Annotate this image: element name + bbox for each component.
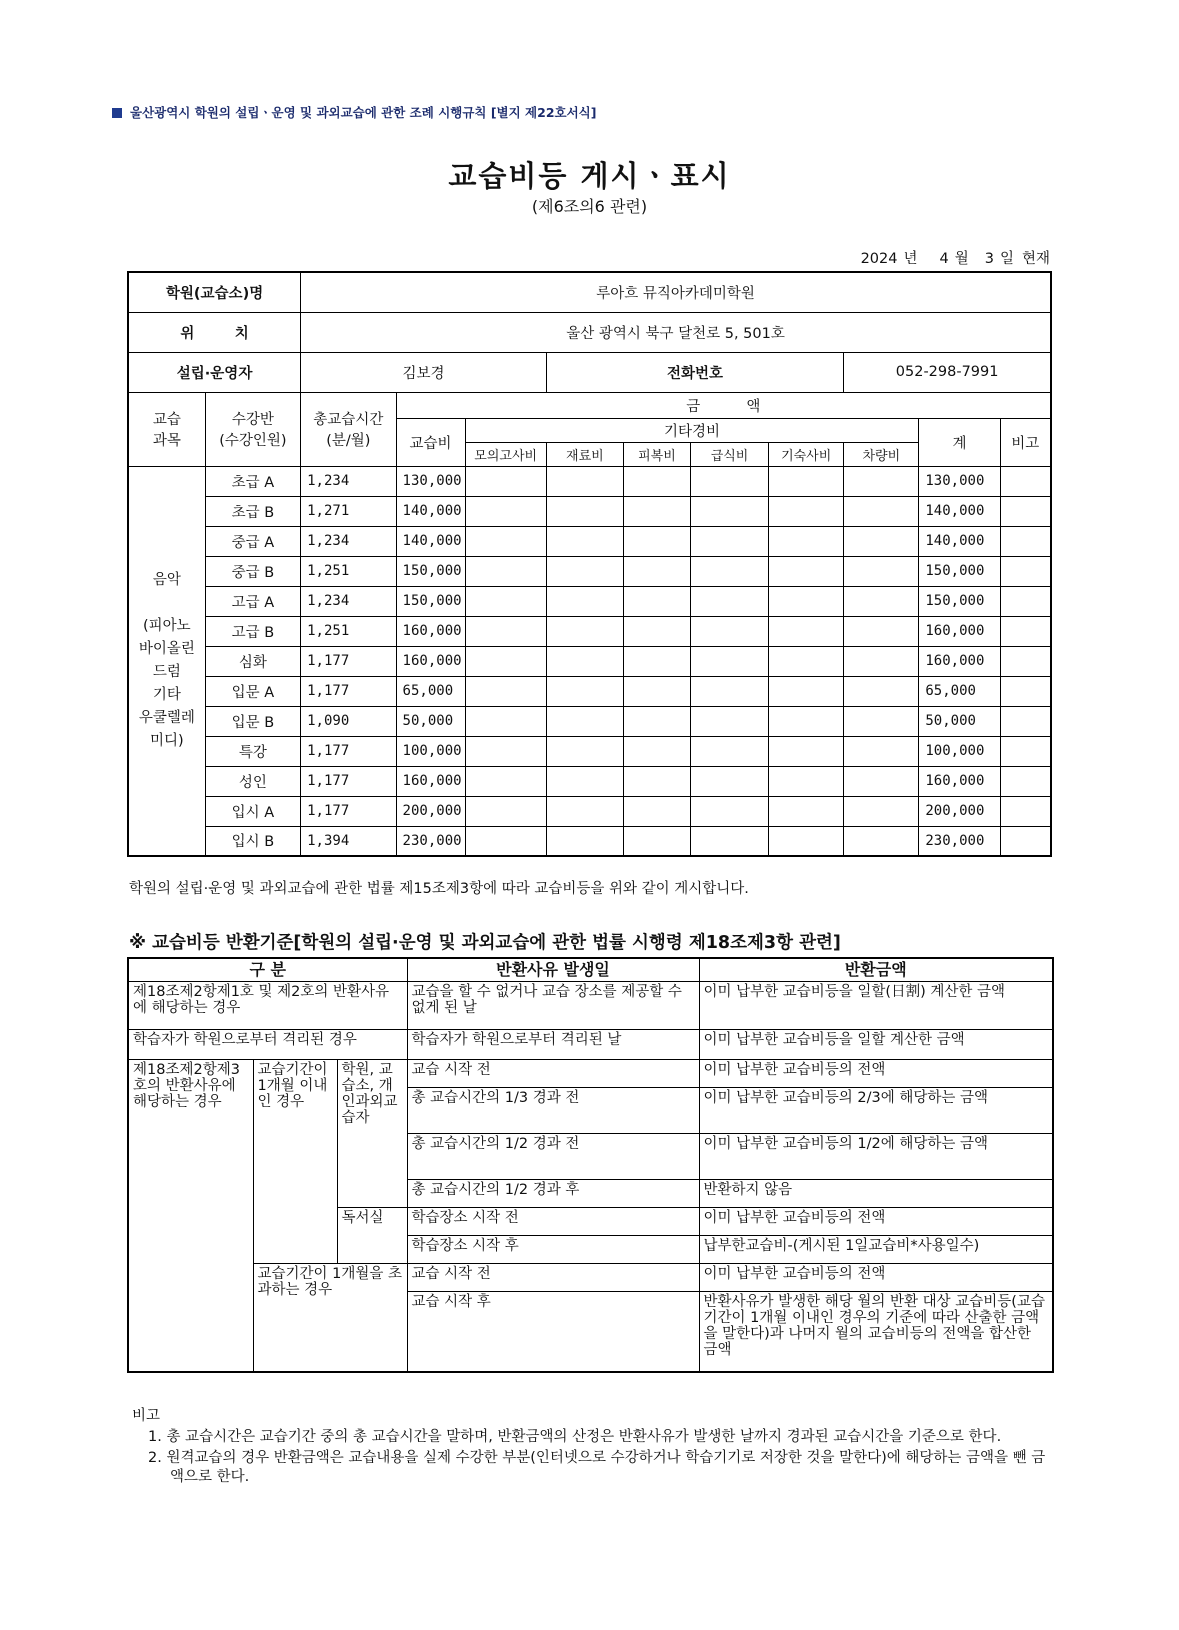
expense-cell — [546, 826, 623, 856]
refund-header-amount: 반환금액 — [699, 958, 1053, 982]
expense-cell — [465, 766, 546, 796]
expense-cell — [546, 586, 623, 616]
refund-r2-occur: 학습자가 학원으로부터 격리된 날 — [407, 1030, 699, 1060]
expense-cell — [690, 526, 768, 556]
remarks-item-2: 2. 원격교습의 경우 반환금액은 교습내용을 실제 수강한 부분(인터넷으로 수강하거나 학습기기로 저장한 것을 말한다)에 해당하는 금액을 뺀 금액으로 한다. — [148, 1450, 1046, 1485]
fee-row — [128, 706, 1051, 736]
fee-row — [128, 556, 1051, 586]
expense-cell — [690, 766, 768, 796]
fee-row — [128, 796, 1051, 826]
tuition-cell: 150,000 — [396, 586, 465, 616]
refund-header-occur: 반환사유 발생일 — [407, 958, 699, 982]
expense-cell — [769, 616, 844, 646]
fee-row — [128, 526, 1051, 556]
expense-cell — [769, 496, 844, 526]
expense-cell — [465, 646, 546, 676]
date-month-unit: 월 — [954, 251, 969, 267]
tuition-cell: 140,000 — [396, 526, 465, 556]
page-title: 교습비등 게시ㆍ표시 — [448, 159, 731, 193]
refund-after-half: 총 교습시간의 1/2 경과 후 — [407, 1180, 699, 1208]
class-cell: 고급 A — [205, 586, 300, 616]
note-cell — [1000, 466, 1051, 496]
expense-cell — [844, 586, 919, 616]
expense-cell — [623, 466, 690, 496]
refund-before-third: 총 교습시간의 1/3 경과 전 — [407, 1088, 699, 1134]
fee-row — [128, 676, 1051, 706]
refund-r3-academy-type: 학원, 교습소, 개인과외교습자 — [337, 1060, 407, 1208]
expense-cell — [623, 616, 690, 646]
location-label: 위 치 — [128, 312, 301, 352]
expense-cell — [623, 676, 690, 706]
class-cell: 특강 — [205, 736, 300, 766]
note-cell — [1000, 676, 1051, 706]
expense-cell — [465, 676, 546, 706]
tuition-header: 교습비 — [396, 418, 465, 466]
expense-cell — [465, 616, 546, 646]
expense-cell — [546, 466, 623, 496]
subject-cell: 음악 (피아노 바이올린 드럼 기타 우쿨렐레 미디) — [128, 466, 205, 856]
refund-study-full-amount: 이미 납부한 교습비등의 전액 — [699, 1208, 1053, 1236]
expense-cell — [546, 646, 623, 676]
total-cell: 160,000 — [919, 616, 1000, 646]
date-year-unit: 년 — [903, 251, 918, 267]
expense-cell — [769, 676, 844, 706]
note-cell — [1000, 736, 1051, 766]
remarks — [132, 1407, 1052, 1487]
expense-cell — [623, 646, 690, 676]
refund-study-amount: 납부한교습비-(게시된 1일교습비*사용일수) — [699, 1236, 1053, 1264]
fee-rows — [128, 466, 1051, 856]
regulation-header — [112, 103, 596, 121]
time-cell: 1,177 — [301, 796, 396, 826]
note-cell — [1000, 496, 1051, 526]
date-day: 3 — [984, 251, 994, 267]
refund-r2-amount: 이미 납부한 교습비등을 일할 계산한 금액 — [699, 1030, 1053, 1060]
expense-cell — [769, 736, 844, 766]
refund-header-category: 구 분 — [128, 958, 407, 982]
date-day-unit: 일 — [999, 251, 1014, 267]
fee-row — [128, 586, 1051, 616]
phone-label: 전화번호 — [546, 352, 843, 392]
class-cell: 입문 A — [205, 676, 300, 706]
dorm-header: 기숙사비 — [769, 442, 844, 466]
time-cell: 1,234 — [301, 526, 396, 556]
note-cell — [1000, 616, 1051, 646]
expense-cell — [690, 826, 768, 856]
refund-r3-reading-room: 독서실 — [337, 1208, 407, 1264]
date-month: 4 — [939, 251, 949, 267]
expense-cell — [465, 466, 546, 496]
date-suffix: 현재 — [1021, 251, 1050, 267]
total-cell: 160,000 — [919, 646, 1000, 676]
tuition-cell: 65,000 — [396, 676, 465, 706]
refund-full-amount: 이미 납부한 교습비등의 전액 — [699, 1060, 1053, 1088]
expense-cell — [690, 556, 768, 586]
expense-cell — [690, 616, 768, 646]
remarks-label: 비고 — [132, 1408, 161, 1424]
expense-cell — [690, 706, 768, 736]
tuition-cell: 160,000 — [396, 646, 465, 676]
founder-name: 김보경 — [301, 352, 547, 392]
expense-cell — [769, 796, 844, 826]
expense-cell — [844, 826, 919, 856]
fee-row — [128, 646, 1051, 676]
expense-cell — [623, 556, 690, 586]
expense-cell — [844, 796, 919, 826]
academy-name: 루아흐 뮤직아카데미학원 — [301, 272, 1051, 312]
note-cell — [1000, 526, 1051, 556]
fee-row — [128, 496, 1051, 526]
time-cell: 1,177 — [301, 676, 396, 706]
refund-half-amount: 이미 납부한 교습비등의 1/2에 해당하는 금액 — [699, 1134, 1053, 1180]
expense-cell — [546, 706, 623, 736]
total-header: 계 — [919, 418, 1000, 466]
class-cell: 초급 A — [205, 466, 300, 496]
fee-row — [128, 616, 1051, 646]
academy-name-label: 학원(교습소)명 — [128, 272, 301, 312]
refund-over-after: 교습 시작 후 — [407, 1292, 699, 1372]
expense-cell — [623, 526, 690, 556]
total-cell: 140,000 — [919, 496, 1000, 526]
time-cell: 1,177 — [301, 736, 396, 766]
time-cell: 1,177 — [301, 646, 396, 676]
refund-r1-category: 제18조제2항제1호 및 제2호의 반환사유에 해당하는 경우 — [128, 982, 407, 1030]
expense-cell — [690, 646, 768, 676]
expense-cell — [844, 736, 919, 766]
refund-study-after: 학습장소 시작 후 — [407, 1236, 699, 1264]
refund-over-before: 교습 시작 전 — [407, 1264, 699, 1292]
remarks-item-1: 1. 총 교습시간은 교습기간 중의 총 교습시간을 말하며, 반환금액의 산정은 반환사유가 발생한 날까지 경과된 교습시간을 기준으로 한다. — [148, 1429, 1002, 1445]
fee-row — [128, 826, 1051, 856]
amount-header: 금 액 — [396, 392, 1051, 418]
refund-r2-category: 학습자가 학원으로부터 격리된 경우 — [128, 1030, 407, 1060]
refund-study-before: 학습장소 시작 전 — [407, 1208, 699, 1236]
expense-cell — [623, 586, 690, 616]
note-header: 비고 — [1000, 418, 1051, 466]
expense-cell — [769, 766, 844, 796]
note-cell — [1000, 556, 1051, 586]
time-cell: 1,251 — [301, 556, 396, 586]
tuition-cell: 150,000 — [396, 556, 465, 586]
tuition-cell: 160,000 — [396, 766, 465, 796]
total-cell: 100,000 — [919, 736, 1000, 766]
time-cell: 1,251 — [301, 616, 396, 646]
meal-header: 급식비 — [690, 442, 768, 466]
fee-row — [128, 736, 1051, 766]
note-cell — [1000, 646, 1051, 676]
expense-cell — [465, 496, 546, 526]
tuition-cell: 160,000 — [396, 616, 465, 646]
expense-cell — [546, 616, 623, 646]
class-header: 수강반 (수강인원) — [205, 392, 300, 466]
expense-cell — [465, 736, 546, 766]
refund-no-amount: 반환하지 않음 — [699, 1180, 1053, 1208]
expense-cell — [546, 556, 623, 586]
expense-cell — [546, 676, 623, 706]
subject-header: 교습 과목 — [128, 392, 205, 466]
expense-cell — [465, 706, 546, 736]
class-cell: 중급 A — [205, 526, 300, 556]
expense-cell — [769, 826, 844, 856]
expense-cell — [465, 796, 546, 826]
expense-cell — [844, 556, 919, 586]
total-cell: 150,000 — [919, 556, 1000, 586]
square-bullet-icon — [112, 108, 122, 118]
date-year: 2024 — [860, 251, 898, 267]
note-cell — [1000, 826, 1051, 856]
class-cell: 고급 B — [205, 616, 300, 646]
note-cell — [1000, 796, 1051, 826]
expense-cell — [546, 766, 623, 796]
tuition-cell: 140,000 — [396, 496, 465, 526]
expense-cell — [769, 586, 844, 616]
uniform-header: 피복비 — [623, 442, 690, 466]
fee-row — [128, 766, 1051, 796]
fee-table — [127, 271, 1052, 857]
class-cell: 입시 B — [205, 826, 300, 856]
expense-cell — [844, 496, 919, 526]
expense-cell — [465, 826, 546, 856]
mock-exam-header: 모의고사비 — [465, 442, 546, 466]
expense-cell — [546, 526, 623, 556]
founder-label: 설립·운영자 — [128, 352, 301, 392]
expense-cell — [465, 556, 546, 586]
expense-cell — [844, 676, 919, 706]
total-cell: 200,000 — [919, 796, 1000, 826]
refund-over-amount: 반환사유가 발생한 해당 월의 반환 대상 교습비등(교습기간이 1개월 이내인 경우의 기준에 따라 산출한 금액을 말한다)과 나머지 월의 교습비등의 전액을 합산한 금액 — [699, 1292, 1053, 1372]
expense-cell — [690, 676, 768, 706]
expense-cell — [844, 766, 919, 796]
academy-location: 울산 광역시 북구 달천로 5, 501호 — [301, 312, 1051, 352]
refund-section-title: ※ 교습비등 반환기준[학원의 설립·운영 및 과외교습에 관한 법률 시행령 제18조제3항 관련] — [129, 933, 841, 953]
class-cell: 입시 A — [205, 796, 300, 826]
time-cell: 1,394 — [301, 826, 396, 856]
phone-number: 052-298-7991 — [844, 352, 1051, 392]
total-cell: 230,000 — [919, 826, 1000, 856]
expense-cell — [623, 736, 690, 766]
refund-table — [127, 957, 1054, 1373]
class-cell: 중급 B — [205, 556, 300, 586]
refund-before-half: 총 교습시간의 1/2 경과 전 — [407, 1134, 699, 1180]
fee-row — [128, 466, 1051, 496]
time-cell: 1,271 — [301, 496, 396, 526]
expense-cell — [769, 526, 844, 556]
expense-cell — [690, 466, 768, 496]
tuition-cell: 100,000 — [396, 736, 465, 766]
tuition-cell: 50,000 — [396, 706, 465, 736]
vehicle-header: 차량비 — [844, 442, 919, 466]
expense-cell — [844, 646, 919, 676]
expense-cell — [546, 796, 623, 826]
material-header: 재료비 — [546, 442, 623, 466]
expense-cell — [844, 466, 919, 496]
total-cell: 130,000 — [919, 466, 1000, 496]
expense-cell — [546, 736, 623, 766]
expense-cell — [844, 616, 919, 646]
page-subtitle: (제6조의6 관련) — [531, 197, 648, 216]
time-cell: 1,234 — [301, 466, 396, 496]
time-cell: 1,177 — [301, 766, 396, 796]
time-cell: 1,090 — [301, 706, 396, 736]
time-cell: 1,234 — [301, 586, 396, 616]
expense-cell — [465, 586, 546, 616]
expense-cell — [844, 526, 919, 556]
fee-posting-note: 학원의 설립·운영 및 과외교습에 관한 법률 제15조제3항에 따라 교습비등을 위와 같이 게시합니다. — [129, 881, 749, 897]
expense-cell — [546, 496, 623, 526]
total-cell: 140,000 — [919, 526, 1000, 556]
total-cell: 160,000 — [919, 766, 1000, 796]
expense-cell — [623, 496, 690, 526]
refund-before-start: 교습 시작 전 — [407, 1060, 699, 1088]
note-cell — [1000, 706, 1051, 736]
tuition-cell: 230,000 — [396, 826, 465, 856]
expense-cell — [769, 466, 844, 496]
expense-cell — [690, 796, 768, 826]
expense-cell — [769, 556, 844, 586]
other-expenses-header: 기타경비 — [465, 418, 919, 442]
refund-r1-amount: 이미 납부한 교습비등을 일할(日割) 계산한 금액 — [699, 982, 1053, 1030]
expense-cell — [623, 796, 690, 826]
expense-cell — [623, 766, 690, 796]
refund-two-third-amount: 이미 납부한 교습비등의 2/3에 해당하는 금액 — [699, 1088, 1053, 1134]
total-cell: 150,000 — [919, 586, 1000, 616]
total-time-header: 총교습시간 (분/월) — [301, 392, 396, 466]
expense-cell — [769, 706, 844, 736]
expense-cell — [623, 706, 690, 736]
class-cell: 성인 — [205, 766, 300, 796]
total-cell: 65,000 — [919, 676, 1000, 706]
tuition-cell: 130,000 — [396, 466, 465, 496]
expense-cell — [690, 736, 768, 766]
expense-cell — [844, 706, 919, 736]
date-line — [851, 247, 1050, 268]
expense-cell — [690, 496, 768, 526]
refund-r1-occur: 교습을 할 수 없거나 교습 장소를 제공할 수 없게 된 날 — [407, 982, 699, 1030]
class-cell: 입문 B — [205, 706, 300, 736]
note-cell — [1000, 586, 1051, 616]
refund-r3-over-month: 교습기간이 1개월을 초과하는 경우 — [253, 1264, 407, 1372]
expense-cell — [769, 646, 844, 676]
class-cell: 초급 B — [205, 496, 300, 526]
tuition-cell: 200,000 — [396, 796, 465, 826]
total-cell: 50,000 — [919, 706, 1000, 736]
refund-r3-category: 제18조제2항제3호의 반환사유에 해당하는 경우 — [128, 1060, 253, 1372]
refund-over-full-amount: 이미 납부한 교습비등의 전액 — [699, 1264, 1053, 1292]
class-cell: 심화 — [205, 646, 300, 676]
expense-cell — [690, 586, 768, 616]
expense-cell — [623, 826, 690, 856]
regulation-text: 울산광역시 학원의 설립ㆍ운영 및 과외교습에 관한 조례 시행규칙 [별지 제22호서식] — [130, 105, 597, 120]
note-cell — [1000, 766, 1051, 796]
refund-r3-period: 교습기간이 1개월 이내인 경우 — [253, 1060, 337, 1264]
expense-cell — [465, 526, 546, 556]
